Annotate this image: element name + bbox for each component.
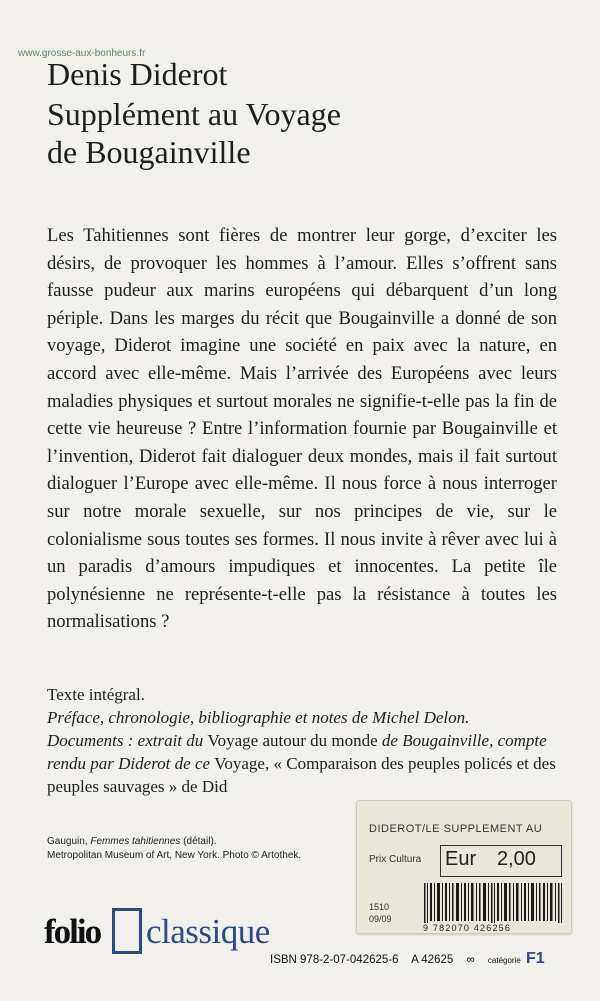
sticker-code-line-2: 09/09 [369, 914, 392, 924]
isbn-footer [270, 950, 545, 968]
sticker-store: Prix Cultura [369, 854, 422, 865]
recycle-icon: ∞ [466, 954, 475, 966]
credits-work: Femmes tahitiennes [90, 836, 181, 847]
credits-line-2: Metropolitan Museum of Art, New York. Photo © Artothek. [47, 850, 302, 861]
notes-doc-rest: , « Comparaison des peuples policés et des peuples sauvages » de Did [47, 754, 556, 796]
logo-frame-icon [112, 908, 142, 954]
title-line-1: Supplément au Voyage [47, 96, 341, 132]
sticker-code-line-1: 1510 [369, 902, 390, 912]
watermark-text: www.grosse-aux-bonheurs.fr [18, 48, 146, 59]
back-cover-blurb [47, 222, 557, 636]
sticker-title: DIDEROT/LE SUPPLEMENT AU [369, 823, 543, 835]
category-code: F1 [526, 950, 545, 967]
notes-line-documents [47, 729, 562, 798]
notes-doc-de-bougainville: de Bougainville, [377, 731, 494, 750]
logo-classique-text: classique [146, 912, 270, 951]
notes-doc-prefix: Documents : extrait du [47, 731, 208, 750]
sticker-code [369, 901, 392, 925]
category-label: catégorie [487, 956, 521, 965]
isbn-number: ISBN 978-2-07-042625-6 [270, 954, 399, 966]
sticker-price: 2,00 [497, 848, 536, 870]
notes-line-preface: Préface, chronologie, bibliographie et notes de Michel Delon. [47, 708, 470, 727]
credits-line-1 [47, 835, 301, 849]
credits-artist: Gauguin, [47, 836, 88, 847]
sticker-currency: Eur [445, 848, 477, 870]
notes-doc-compte-rendu: compte rendu par Diderot de ce [47, 731, 547, 773]
book-title [47, 95, 567, 171]
notes-line-integral: Texte intégral. [47, 685, 145, 704]
notes-doc-voyage: Voyage autour du monde [207, 731, 378, 750]
notes-doc-voyage-2: Voyage [214, 754, 265, 773]
logo-folio-text: folio [44, 912, 101, 951]
credits-detail: (détail). [183, 836, 217, 847]
publisher-code: A 42625 [411, 954, 454, 966]
blurb-paragraph: Les Tahitiennes sont fières de montrer leur gorge, d’exciter les désirs, de provoquer les hommes à l’amour. Elles s’offrent sans fausse pudeur aux marins européens qui débarquent d’un long périple. Dans les marges du récit que Bougainville a donné de son voyage, Diderot imagine une société en paix avec la nature, en accord avec elle-même. Mais l’arrivée des Européens avec leurs maladies physiques et surtout morales ne signifie-t-elle pas la fin de cette vie heureuse ? Entre l’information fournie par Bougainville et l’invention, Diderot fait dialoguer deux mondes, mais il fait surtout dialoguer l’Europe avec elle-même. Il nous force à nous interroger sur notre morale sexuelle, sur nos principes de vie, sur le colonialisme sous toutes ses formes. Il nous invite à rêver avec lui à un paradis d’amours impudiques et innocentes. La petite île polynésienne ne représente-t-elle pas la résistance à toutes les normalisations ? [47, 225, 557, 633]
title-line-2: de Bougainville [47, 134, 251, 170]
image-credits [47, 835, 301, 863]
edition-notes [47, 683, 562, 798]
price-sticker [356, 800, 572, 934]
barcode-digits: 9 782070 426256 [423, 923, 512, 933]
author-name: Denis Diderot [47, 56, 228, 92]
